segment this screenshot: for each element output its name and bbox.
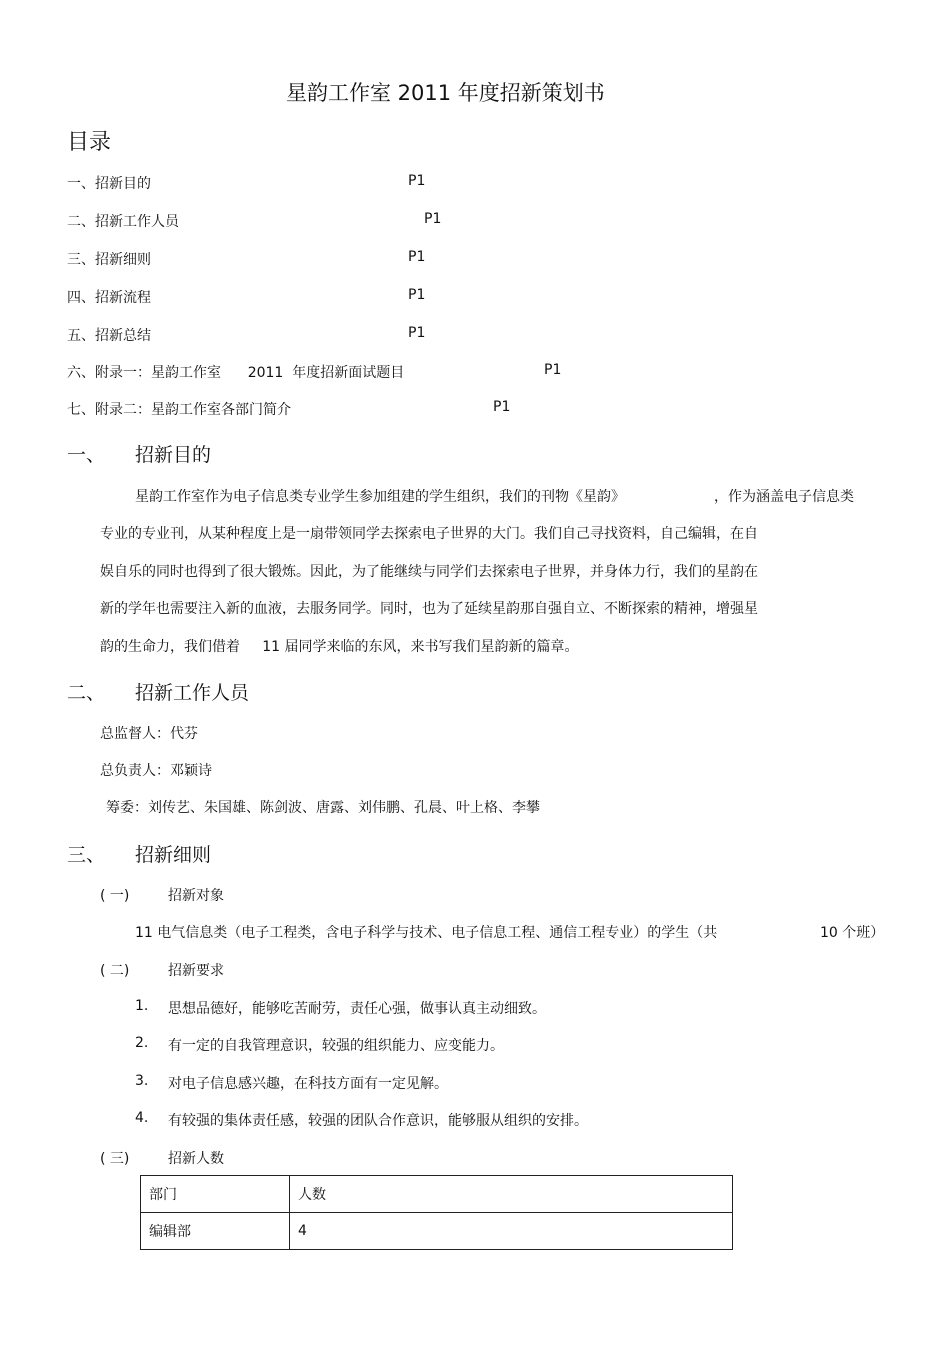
section-number: 一、	[67, 444, 106, 466]
section-number: 三、	[67, 844, 106, 866]
table-cell: 4	[290, 1213, 733, 1250]
subsection-number: ( 三)	[100, 1151, 130, 1167]
requirement-text: 思想品德好，能够吃苦耐劳，责任心强，做事认真主动细致。	[168, 1001, 546, 1017]
table-cell: 编辑部	[141, 1213, 290, 1250]
paragraph-line: 新的学年也需要注入新的血液，去服务同学。同时，也为了延续星韵那自强自立、不断探索的精神，增强星	[100, 601, 758, 617]
requirement-text: 有较强的集体责任感，较强的团队合作意识，能够服从组织的安排。	[168, 1113, 588, 1129]
section-title: 招新细则	[135, 844, 212, 866]
toc-item-page: P1	[408, 287, 426, 303]
subsection-number: ( 二)	[100, 963, 130, 979]
target-count: 10 个班）	[820, 925, 885, 941]
requirement-number: 3.	[135, 1073, 149, 1089]
staff-line: 筹委：刘传艺、朱国雄、陈剑波、唐露、刘伟鹏、孔晨、叶上格、李攀	[106, 800, 540, 816]
target-text: 11 电气信息类（电子工程类，含电子科学与技术、电子信息工程、通信工程专业）的学生（共	[135, 925, 718, 941]
toc-item-page: P1	[408, 173, 426, 189]
quota-table	[140, 1175, 733, 1250]
toc-item-page: P1	[424, 211, 442, 227]
requirement-number: 1.	[135, 998, 149, 1014]
paragraph-line: 韵的生命力，我们借着 11 届同学来临的东风，来书写我们星韵新的篇章。	[100, 639, 579, 655]
requirement-number: 4.	[135, 1110, 149, 1126]
toc-item-page: P1	[544, 362, 562, 378]
subsection-title: 招新人数	[168, 1151, 224, 1167]
paragraph-line: 娱自乐的同时也得到了很大锻炼。因此，为了能继续与同学们去探索电子世界，并身体力行，我们的星韵在	[100, 564, 758, 580]
toc-item-page: P1	[493, 399, 511, 415]
paragraph-line: 专业的专业刊，从某种程度上是一扇带领同学去探索电子世界的大门。我们自己寻找资料，自己编辑，在自	[100, 526, 758, 542]
toc-item-page: P1	[408, 325, 426, 341]
document-title: 星韵工作室 2011 年度招新策划书	[286, 81, 605, 105]
requirement-number: 2.	[135, 1035, 149, 1051]
toc-item-label: 一、招新目的	[67, 176, 151, 192]
section-title: 招新工作人员	[135, 682, 250, 704]
subsection-number: ( 一)	[100, 888, 130, 904]
paragraph-line: ，作为涵盖电子信息类	[714, 489, 854, 505]
staff-line: 总监督人：代芬	[100, 726, 198, 742]
section-number: 二、	[67, 682, 106, 704]
table-header-row	[141, 1176, 733, 1213]
toc-item-label: 四、招新流程	[67, 290, 151, 306]
subsection-title: 招新要求	[168, 963, 224, 979]
table-header-cell: 部门	[141, 1176, 290, 1213]
toc-item-label: 六、附录一：星韵工作室 2011 年度招新面试题目	[67, 365, 405, 381]
requirement-text: 对电子信息感兴趣，在科技方面有一定见解。	[168, 1076, 448, 1092]
toc-item-label: 七、附录二：星韵工作室各部门简介	[67, 402, 291, 418]
section-title: 招新目的	[135, 444, 212, 466]
toc-item-label: 二、招新工作人员	[67, 214, 179, 230]
toc-item-label: 三、招新细则	[67, 252, 151, 268]
table-header-cell: 人数	[290, 1176, 733, 1213]
subsection-title: 招新对象	[168, 888, 224, 904]
toc-heading: 目录	[67, 130, 112, 155]
requirement-text: 有一定的自我管理意识，较强的组织能力、应变能力。	[168, 1038, 504, 1054]
table-row	[141, 1213, 733, 1250]
toc-item-page: P1	[408, 249, 426, 265]
toc-item-label: 五、招新总结	[67, 328, 151, 344]
paragraph-line: 星韵工作室作为电子信息类专业学生参加组建的学生组织，我们的刊物《星韵》	[135, 489, 625, 505]
staff-line: 总负责人：邓颖诗	[100, 763, 212, 779]
